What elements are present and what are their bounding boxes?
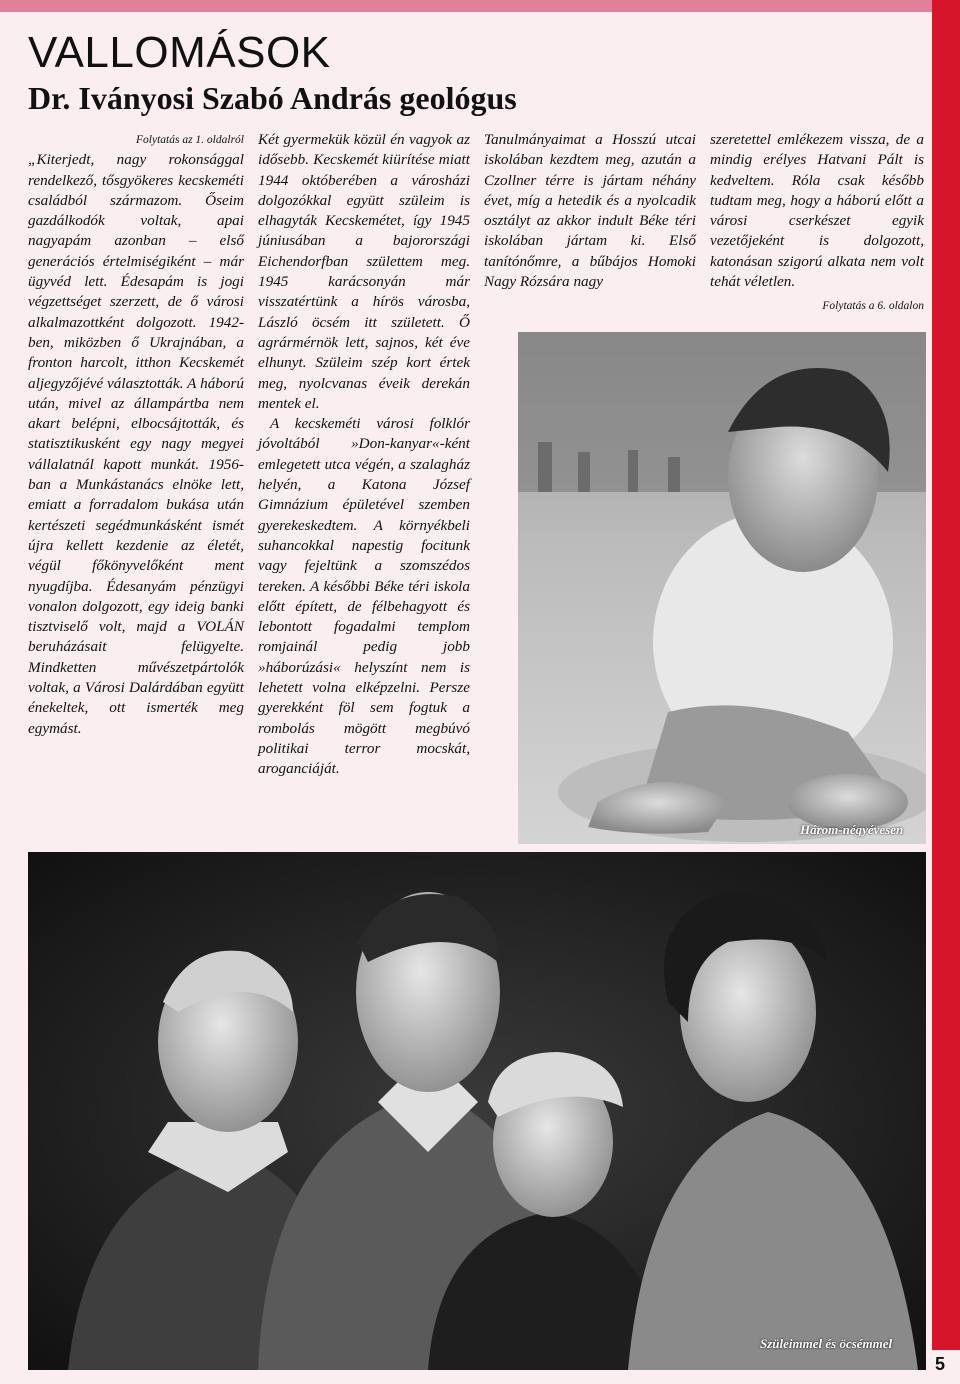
paragraph: szeretettel emlékezem vissza, de a mindig erélyes Hatvani Pált is kedveltem. Róla csak később tudtam meg, hogy a háború előtt a városi cserkészet egyik vezetőjeként is dolgozott, katonásan szigorú alkata nem volt tehát véletlen. — [710, 131, 924, 291]
family-photo-caption: Szüleimmel és öcsémmel — [760, 1336, 893, 1351]
article-column-1 — [28, 130, 244, 739]
child-photo-caption: Három-négyévesen — [800, 822, 904, 837]
paragraph: A kecskeméti városi folklór jóvoltából »Don-kanyar«-ként emlegetett utca végén, a szalagház helyén, a Katona József Gimnázium épületével szemben gyerekeskedtem. A környékbeli suhancokkal napestig focitunk vagy fejeltünk a szomszédos tereken. A későbbi Béke téri iskola előtt épített, de félbehagyott és lebontott fogadalmi templom romjainál pedig jobb »háborúzási« helyszínt nem is lehetett volna elképzelni. Persze gyerekként föl sem fogtuk a rombolás mögött megbúvó politikai terror mocskát, aroganciáját. — [258, 415, 470, 778]
article-column-2 — [258, 130, 470, 780]
child-photo-image — [518, 332, 926, 844]
paragraph: „Kiterjedt, nagy rokonsággal rendelkező, tősgyökeres kecskeméti családból származom. Őseim gazdálkodók voltak, apai nagyapám azonban – első generációs értelmiségiként – már ügyvéd lett. Édesapám is jogi végzettséget szerzett, de ő városi alkalmazottként dolgozott. 1942-ben, miközben ő Ukrajnában, a fronton harcolt, itthon Kecskemét aljegyzőjévé választották. A háború után, mivel az állampártba nem akart belépni, elbocsájtották, és statisztikusként egy nagy megyei vállalatnál kapott munkát. 1956-ban a Munkástanács elnöke lett, emiatt a forradalom bukása után kertészeti segédmunkásként ismét újra kellett kezdenie az életét, végül főkönyvelőként ment nyugdíjba. Édesanyám pénzügyi vonalon dolgozott, egy ideig banki tisztviselő volt, majd a VOLÁN beruházásait felügyelte. Mindketten művészetpártolók voltak, a Városi Dalárdában együtt énekeltek, ott ismerték meg egymást. — [28, 151, 244, 737]
continued-from-note: Folytatás az 1. oldalról — [136, 134, 244, 146]
top-accent-bar — [0, 0, 960, 12]
article-column-3 — [484, 130, 696, 292]
page-number: 5 — [935, 1354, 946, 1374]
paragraph: Tanulmányaimat a Hosszú utcai iskolában kezdtem meg, azután a Czollner térre is jártam néhány évet, míg a hetedik és a nyolcadik osztályt az akkor indult Béke téri iskolában jártam ki. Első tanítónőmre, a bűbájos Homoki Nagy Rózsára nagy — [484, 131, 696, 291]
continued-on-note: Folytatás a 6. oldalon — [822, 300, 924, 313]
side-accent-bar — [932, 0, 960, 1384]
child-photo — [518, 332, 926, 844]
section-kicker: VALLOMÁSOK — [28, 28, 331, 77]
paragraph: Két gyermekük közül én vagyok az idősebb. Kecskemét kiürítése miatt 1944 októberében a városházi dolgozókkal együtt szüleim is elhagyták Kecskemétet, így 1945 júniusában a bajorországi Eichendorfban születtem meg. 1945 karácsonyán már visszatértünk a hírös városba, László öcsém itt született. Ő agrármérnök lett, sajnos, két éve elhunyt. Szüleim szép kort értek meg, nyolcvanas éveik derekán mentek el. — [258, 131, 470, 412]
family-photo — [28, 852, 926, 1370]
article-column-4 — [710, 130, 924, 317]
family-photo-image — [28, 852, 926, 1370]
article-headline: Dr. Iványosi Szabó András geológus — [28, 80, 517, 116]
